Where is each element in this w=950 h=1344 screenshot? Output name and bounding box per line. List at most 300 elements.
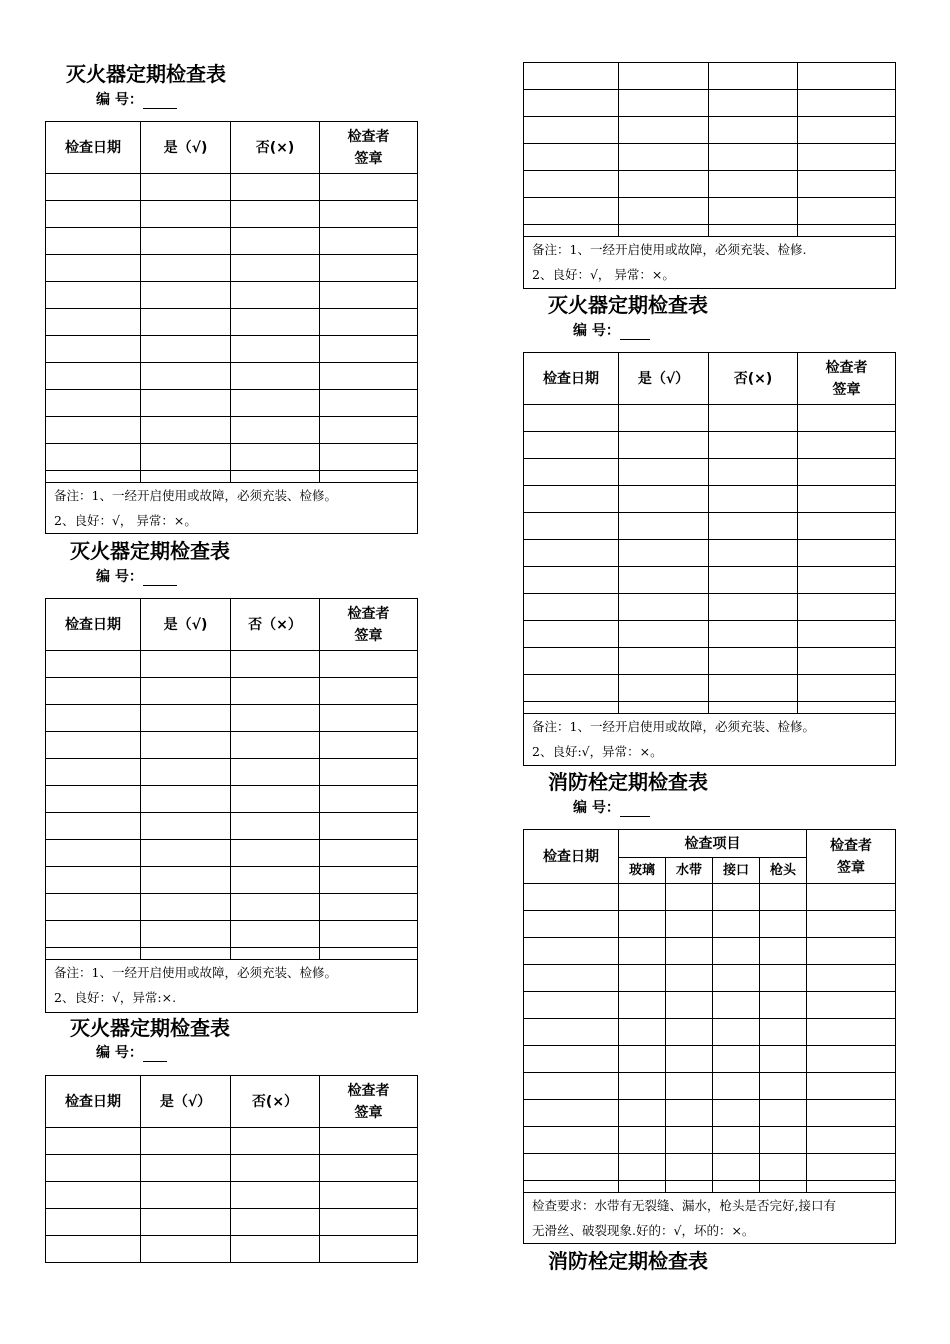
entry-cell[interactable] — [320, 813, 418, 840]
entry-cell[interactable] — [807, 965, 896, 992]
subheader-hose: 水带 — [666, 858, 713, 884]
entry-cell[interactable] — [713, 1100, 760, 1127]
entry-cell[interactable] — [524, 594, 619, 621]
note-box — [46, 483, 418, 534]
entry-cell[interactable] — [666, 911, 713, 938]
entry-cell[interactable] — [524, 567, 619, 594]
entry-cell[interactable] — [524, 63, 619, 90]
entry-cell[interactable] — [46, 309, 141, 336]
entry-cell[interactable] — [798, 567, 896, 594]
entry-cell[interactable] — [141, 417, 231, 444]
table-row — [46, 417, 418, 444]
entry-cell[interactable] — [320, 1182, 418, 1209]
entry-cell[interactable] — [320, 255, 418, 282]
entry-cell[interactable] — [46, 1236, 141, 1263]
entry-cell[interactable] — [524, 513, 619, 540]
entry-cell[interactable] — [619, 992, 666, 1019]
entry-cell[interactable] — [798, 540, 896, 567]
entry-cell[interactable] — [231, 867, 320, 894]
entry-cell[interactable] — [320, 417, 418, 444]
entry-cell[interactable] — [713, 1046, 760, 1073]
table-row — [524, 432, 896, 459]
entry-cell[interactable] — [231, 1128, 320, 1155]
extinguisher-title-3: 灭火器定期检查表 — [70, 1016, 230, 1040]
table-row — [46, 678, 418, 705]
entry-cell[interactable] — [524, 648, 619, 675]
entry-cell[interactable] — [524, 405, 619, 432]
entry-cell[interactable] — [46, 678, 141, 705]
entry-cell[interactable] — [807, 884, 896, 911]
entry-cell[interactable] — [524, 675, 619, 702]
entry-cell[interactable] — [524, 171, 619, 198]
entry-cell[interactable] — [46, 1155, 141, 1182]
entry-cell[interactable] — [320, 444, 418, 471]
entry-cell[interactable] — [709, 432, 798, 459]
entry-cell[interactable] — [524, 144, 619, 171]
entry-cell[interactable] — [46, 759, 141, 786]
entry-cell[interactable] — [46, 813, 141, 840]
header-signature — [320, 1076, 418, 1128]
entry-cell[interactable] — [231, 705, 320, 732]
entry-cell[interactable] — [320, 1236, 418, 1263]
entry-cell[interactable] — [231, 444, 320, 471]
extinguisher-table-2 — [45, 598, 418, 1013]
entry-cell[interactable] — [619, 540, 709, 567]
entry-cell[interactable] — [46, 651, 141, 678]
entry-cell[interactable] — [619, 1019, 666, 1046]
entry-cell[interactable] — [231, 336, 320, 363]
entry-cell[interactable] — [709, 171, 798, 198]
entry-cell[interactable] — [807, 1046, 896, 1073]
table-row — [524, 63, 896, 90]
signature-header-line: 签章 — [354, 627, 383, 644]
extinguisher-table-continued — [523, 62, 896, 289]
note-line-1: 检查要求：水带有无裂缝、漏水，枪头是否完好,接口有 — [532, 1198, 836, 1213]
entry-cell[interactable] — [713, 1019, 760, 1046]
entry-cell[interactable] — [231, 1182, 320, 1209]
signature-header-line: 检查者 — [830, 837, 872, 854]
entry-cell[interactable] — [320, 732, 418, 759]
entry-cell[interactable] — [798, 513, 896, 540]
entry-cell[interactable] — [619, 621, 709, 648]
entry-cell[interactable] — [807, 1154, 896, 1181]
header-signature — [807, 830, 896, 884]
entry-cell[interactable] — [619, 432, 709, 459]
entry-cell[interactable] — [619, 911, 666, 938]
header-check-items: 检查项目 — [619, 830, 807, 858]
entry-cell[interactable] — [320, 336, 418, 363]
entry-cell[interactable] — [619, 144, 709, 171]
table-row — [46, 705, 418, 732]
entry-cell[interactable] — [141, 678, 231, 705]
entry-cell[interactable] — [709, 621, 798, 648]
entry-cell[interactable] — [141, 174, 231, 201]
header-signature — [798, 353, 896, 405]
entry-cell[interactable] — [798, 459, 896, 486]
table-row — [46, 282, 418, 309]
extinguisher-title-2: 灭火器定期检查表 — [70, 539, 230, 563]
table-row — [46, 336, 418, 363]
extinguisher-table-4 — [523, 352, 896, 766]
entry-cell[interactable] — [141, 867, 231, 894]
signature-header-line: 签章 — [354, 150, 383, 167]
header-no: 否(×） — [231, 1076, 320, 1128]
entry-cell[interactable] — [524, 911, 619, 938]
entry-cell[interactable] — [524, 1073, 619, 1100]
entry-cell[interactable] — [619, 513, 709, 540]
entry-cell[interactable] — [231, 228, 320, 255]
entry-cell[interactable] — [46, 894, 141, 921]
entry-cell[interactable] — [619, 1046, 666, 1073]
entry-cell[interactable] — [760, 992, 807, 1019]
entry-cell[interactable] — [141, 255, 231, 282]
entry-cell[interactable] — [760, 1046, 807, 1073]
entry-cell[interactable] — [320, 390, 418, 417]
entry-cell[interactable] — [231, 840, 320, 867]
entry-cell[interactable] — [46, 228, 141, 255]
entry-cell[interactable] — [713, 1154, 760, 1181]
entry-cell[interactable] — [320, 1155, 418, 1182]
entry-cell[interactable] — [46, 174, 141, 201]
entry-cell[interactable] — [320, 759, 418, 786]
entry-cell[interactable] — [141, 1209, 231, 1236]
entry-cell[interactable] — [713, 965, 760, 992]
entry-cell[interactable] — [619, 486, 709, 513]
entry-cell[interactable] — [619, 938, 666, 965]
entry-cell[interactable] — [231, 1155, 320, 1182]
entry-cell[interactable] — [760, 1100, 807, 1127]
entry-cell[interactable] — [320, 678, 418, 705]
entry-cell[interactable] — [798, 621, 896, 648]
entry-cell[interactable] — [709, 198, 798, 225]
entry-cell[interactable] — [320, 282, 418, 309]
entry-cell[interactable] — [524, 1127, 619, 1154]
entry-cell[interactable] — [798, 675, 896, 702]
table-row — [524, 1019, 896, 1046]
entry-cell[interactable] — [760, 965, 807, 992]
entry-cell[interactable] — [141, 813, 231, 840]
table-row — [524, 459, 896, 486]
entry-cell[interactable] — [709, 594, 798, 621]
entry-cell[interactable] — [46, 282, 141, 309]
hydrant-title-1: 消防栓定期检查表 — [548, 770, 708, 794]
entry-cell[interactable] — [713, 884, 760, 911]
entry-cell[interactable] — [619, 675, 709, 702]
entry-cell[interactable] — [141, 390, 231, 417]
entry-cell[interactable] — [46, 363, 141, 390]
entry-cell[interactable] — [619, 198, 709, 225]
entry-cell[interactable] — [524, 459, 619, 486]
entry-cell[interactable] — [619, 405, 709, 432]
header-yes: 是（√) — [141, 599, 231, 651]
entry-cell[interactable] — [141, 282, 231, 309]
entry-cell[interactable] — [760, 938, 807, 965]
entry-cell[interactable] — [231, 390, 320, 417]
entry-cell[interactable] — [713, 992, 760, 1019]
entry-cell[interactable] — [713, 911, 760, 938]
entry-cell[interactable] — [524, 1019, 619, 1046]
entry-cell[interactable] — [709, 144, 798, 171]
entry-cell[interactable] — [709, 63, 798, 90]
entry-cell[interactable] — [231, 921, 320, 948]
entry-cell[interactable] — [709, 675, 798, 702]
entry-cell[interactable] — [141, 921, 231, 948]
entry-cell[interactable] — [46, 1209, 141, 1236]
entry-cell[interactable] — [320, 309, 418, 336]
entry-cell[interactable] — [619, 594, 709, 621]
entry-cell[interactable] — [619, 1154, 666, 1181]
note-line-2: 2、良好:√，异常：×。 — [532, 744, 663, 759]
entry-cell[interactable] — [666, 884, 713, 911]
entry-cell[interactable] — [320, 1209, 418, 1236]
table-row — [524, 90, 896, 117]
entry-cell[interactable] — [524, 938, 619, 965]
table-row — [524, 675, 896, 702]
entry-cell[interactable] — [46, 336, 141, 363]
entry-cell[interactable] — [141, 1128, 231, 1155]
entry-cell[interactable] — [141, 759, 231, 786]
entry-cell[interactable] — [666, 992, 713, 1019]
entry-cell[interactable] — [666, 1154, 713, 1181]
entry-cell[interactable] — [709, 567, 798, 594]
entry-cell[interactable] — [141, 894, 231, 921]
entry-cell[interactable] — [524, 117, 619, 144]
entry-cell[interactable] — [46, 840, 141, 867]
entry-cell[interactable] — [231, 174, 320, 201]
entry-cell[interactable] — [141, 363, 231, 390]
entry-cell[interactable] — [46, 921, 141, 948]
entry-cell[interactable] — [320, 867, 418, 894]
entry-cell[interactable] — [46, 390, 141, 417]
entry-cell[interactable] — [46, 201, 141, 228]
entry-cell[interactable] — [320, 840, 418, 867]
entry-cell[interactable] — [141, 1182, 231, 1209]
entry-cell[interactable] — [666, 1046, 713, 1073]
signature-header-line: 检查者 — [347, 1082, 390, 1099]
table-row — [46, 1209, 418, 1236]
entry-cell[interactable] — [231, 1236, 320, 1263]
entry-cell[interactable] — [231, 1209, 320, 1236]
entry-cell[interactable] — [798, 648, 896, 675]
entry-cell[interactable] — [231, 651, 320, 678]
entry-cell[interactable] — [709, 405, 798, 432]
entry-cell[interactable] — [320, 651, 418, 678]
entry-cell[interactable] — [46, 444, 141, 471]
entry-cell[interactable] — [807, 1127, 896, 1154]
entry-cell[interactable] — [231, 732, 320, 759]
entry-cell[interactable] — [760, 911, 807, 938]
entry-cell[interactable] — [666, 1100, 713, 1127]
entry-cell[interactable] — [709, 513, 798, 540]
entry-cell[interactable] — [141, 1236, 231, 1263]
entry-cell[interactable] — [141, 651, 231, 678]
entry-cell[interactable] — [141, 336, 231, 363]
entry-cell[interactable] — [619, 648, 709, 675]
entry-cell[interactable] — [760, 1127, 807, 1154]
entry-cell[interactable] — [713, 1127, 760, 1154]
entry-cell[interactable] — [807, 1073, 896, 1100]
entry-cell[interactable] — [320, 921, 418, 948]
entry-cell[interactable] — [141, 201, 231, 228]
table-row — [46, 1182, 418, 1209]
entry-cell[interactable] — [46, 1182, 141, 1209]
number-label-2: 编 号： — [96, 568, 177, 586]
entry-cell[interactable] — [46, 255, 141, 282]
entry-cell[interactable] — [524, 1154, 619, 1181]
entry-cell[interactable] — [709, 648, 798, 675]
entry-cell[interactable] — [524, 1046, 619, 1073]
entry-cell[interactable] — [46, 705, 141, 732]
entry-cell[interactable] — [524, 486, 619, 513]
entry-cell[interactable] — [46, 732, 141, 759]
entry-cell[interactable] — [666, 1127, 713, 1154]
entry-cell[interactable] — [524, 621, 619, 648]
entry-cell[interactable] — [798, 432, 896, 459]
entry-cell[interactable] — [619, 171, 709, 198]
entry-cell[interactable] — [231, 201, 320, 228]
table-row — [46, 1155, 418, 1182]
header-date: 检查日期 — [46, 122, 141, 174]
entry-cell[interactable] — [619, 965, 666, 992]
subheader-nozzle: 枪头 — [760, 858, 807, 884]
table-row — [524, 992, 896, 1019]
entry-cell[interactable] — [320, 228, 418, 255]
table-row — [524, 486, 896, 513]
entry-cell[interactable] — [798, 63, 896, 90]
entry-cell[interactable] — [760, 1073, 807, 1100]
entry-cell[interactable] — [231, 255, 320, 282]
entry-cell[interactable] — [231, 894, 320, 921]
entry-cell[interactable] — [619, 567, 709, 594]
note-line-1: 备注：1、一经开启使用或故障，必须充装、检修。 — [54, 488, 337, 503]
entry-cell[interactable] — [46, 786, 141, 813]
table-row — [524, 567, 896, 594]
entry-cell[interactable] — [524, 432, 619, 459]
signature-header-line: 检查者 — [825, 359, 868, 376]
entry-cell[interactable] — [798, 144, 896, 171]
entry-cell[interactable] — [666, 1019, 713, 1046]
table-row — [524, 965, 896, 992]
entry-cell[interactable] — [320, 705, 418, 732]
entry-cell[interactable] — [798, 117, 896, 144]
entry-cell[interactable] — [619, 459, 709, 486]
entry-cell[interactable] — [709, 117, 798, 144]
entry-cell[interactable] — [807, 1100, 896, 1127]
entry-cell[interactable] — [141, 228, 231, 255]
entry-cell[interactable] — [760, 1154, 807, 1181]
entry-cell[interactable] — [760, 1019, 807, 1046]
entry-cell[interactable] — [320, 894, 418, 921]
entry-cell[interactable] — [619, 1127, 666, 1154]
header-date: 检查日期 — [46, 599, 141, 651]
entry-cell[interactable] — [231, 363, 320, 390]
header-yes: 是（√) — [141, 122, 231, 174]
entry-cell[interactable] — [798, 198, 896, 225]
entry-cell[interactable] — [619, 884, 666, 911]
entry-cell[interactable] — [141, 840, 231, 867]
entry-cell[interactable] — [320, 1128, 418, 1155]
note-box — [524, 714, 896, 766]
entry-cell[interactable] — [524, 540, 619, 567]
entry-cell[interactable] — [798, 90, 896, 117]
entry-cell[interactable] — [619, 117, 709, 144]
entry-cell[interactable] — [231, 759, 320, 786]
entry-cell[interactable] — [141, 1155, 231, 1182]
entry-cell[interactable] — [807, 911, 896, 938]
entry-cell[interactable] — [141, 705, 231, 732]
entry-cell[interactable] — [807, 938, 896, 965]
table-row — [524, 144, 896, 171]
table-row — [524, 911, 896, 938]
table-row — [46, 228, 418, 255]
entry-cell[interactable] — [709, 459, 798, 486]
entry-cell[interactable] — [807, 1019, 896, 1046]
entry-cell[interactable] — [46, 417, 141, 444]
entry-cell[interactable] — [713, 938, 760, 965]
entry-cell[interactable] — [524, 1100, 619, 1127]
entry-cell[interactable] — [713, 1073, 760, 1100]
entry-cell[interactable] — [524, 884, 619, 911]
entry-cell[interactable] — [666, 938, 713, 965]
entry-cell[interactable] — [619, 90, 709, 117]
entry-cell[interactable] — [231, 813, 320, 840]
entry-cell[interactable] — [141, 732, 231, 759]
entry-cell[interactable] — [619, 1100, 666, 1127]
entry-cell[interactable] — [524, 965, 619, 992]
entry-cell[interactable] — [798, 594, 896, 621]
entry-cell[interactable] — [666, 1073, 713, 1100]
entry-cell[interactable] — [619, 63, 709, 90]
entry-cell[interactable] — [231, 417, 320, 444]
entry-cell[interactable] — [709, 540, 798, 567]
entry-cell[interactable] — [46, 867, 141, 894]
entry-cell[interactable] — [231, 786, 320, 813]
entry-cell[interactable] — [46, 1128, 141, 1155]
number-label-1: 编 号： — [96, 91, 177, 109]
entry-cell[interactable] — [524, 198, 619, 225]
entry-cell[interactable] — [807, 992, 896, 1019]
entry-cell[interactable] — [231, 678, 320, 705]
entry-cell[interactable] — [709, 486, 798, 513]
entry-cell[interactable] — [524, 90, 619, 117]
entry-cell[interactable] — [320, 363, 418, 390]
note-line-2: 2、良好：√， 异常：×。 — [532, 267, 675, 282]
entry-cell[interactable] — [619, 1073, 666, 1100]
signature-header-line: 签章 — [354, 1104, 383, 1121]
entry-cell[interactable] — [320, 201, 418, 228]
entry-cell[interactable] — [798, 486, 896, 513]
entry-cell[interactable] — [524, 992, 619, 1019]
header-date: 检查日期 — [524, 353, 619, 405]
entry-cell[interactable] — [141, 444, 231, 471]
entry-cell[interactable] — [320, 786, 418, 813]
entry-cell[interactable] — [760, 884, 807, 911]
table-row — [524, 594, 896, 621]
entry-cell[interactable] — [231, 309, 320, 336]
entry-cell[interactable] — [141, 309, 231, 336]
entry-cell[interactable] — [141, 786, 231, 813]
entry-cell[interactable] — [709, 90, 798, 117]
table-row — [46, 309, 418, 336]
signature-header-line: 检查者 — [347, 605, 390, 622]
table-row — [524, 1127, 896, 1154]
table-row — [524, 1046, 896, 1073]
entry-cell[interactable] — [320, 174, 418, 201]
entry-cell[interactable] — [798, 405, 896, 432]
entry-cell[interactable] — [798, 171, 896, 198]
entry-cell[interactable] — [666, 965, 713, 992]
entry-cell[interactable] — [231, 282, 320, 309]
